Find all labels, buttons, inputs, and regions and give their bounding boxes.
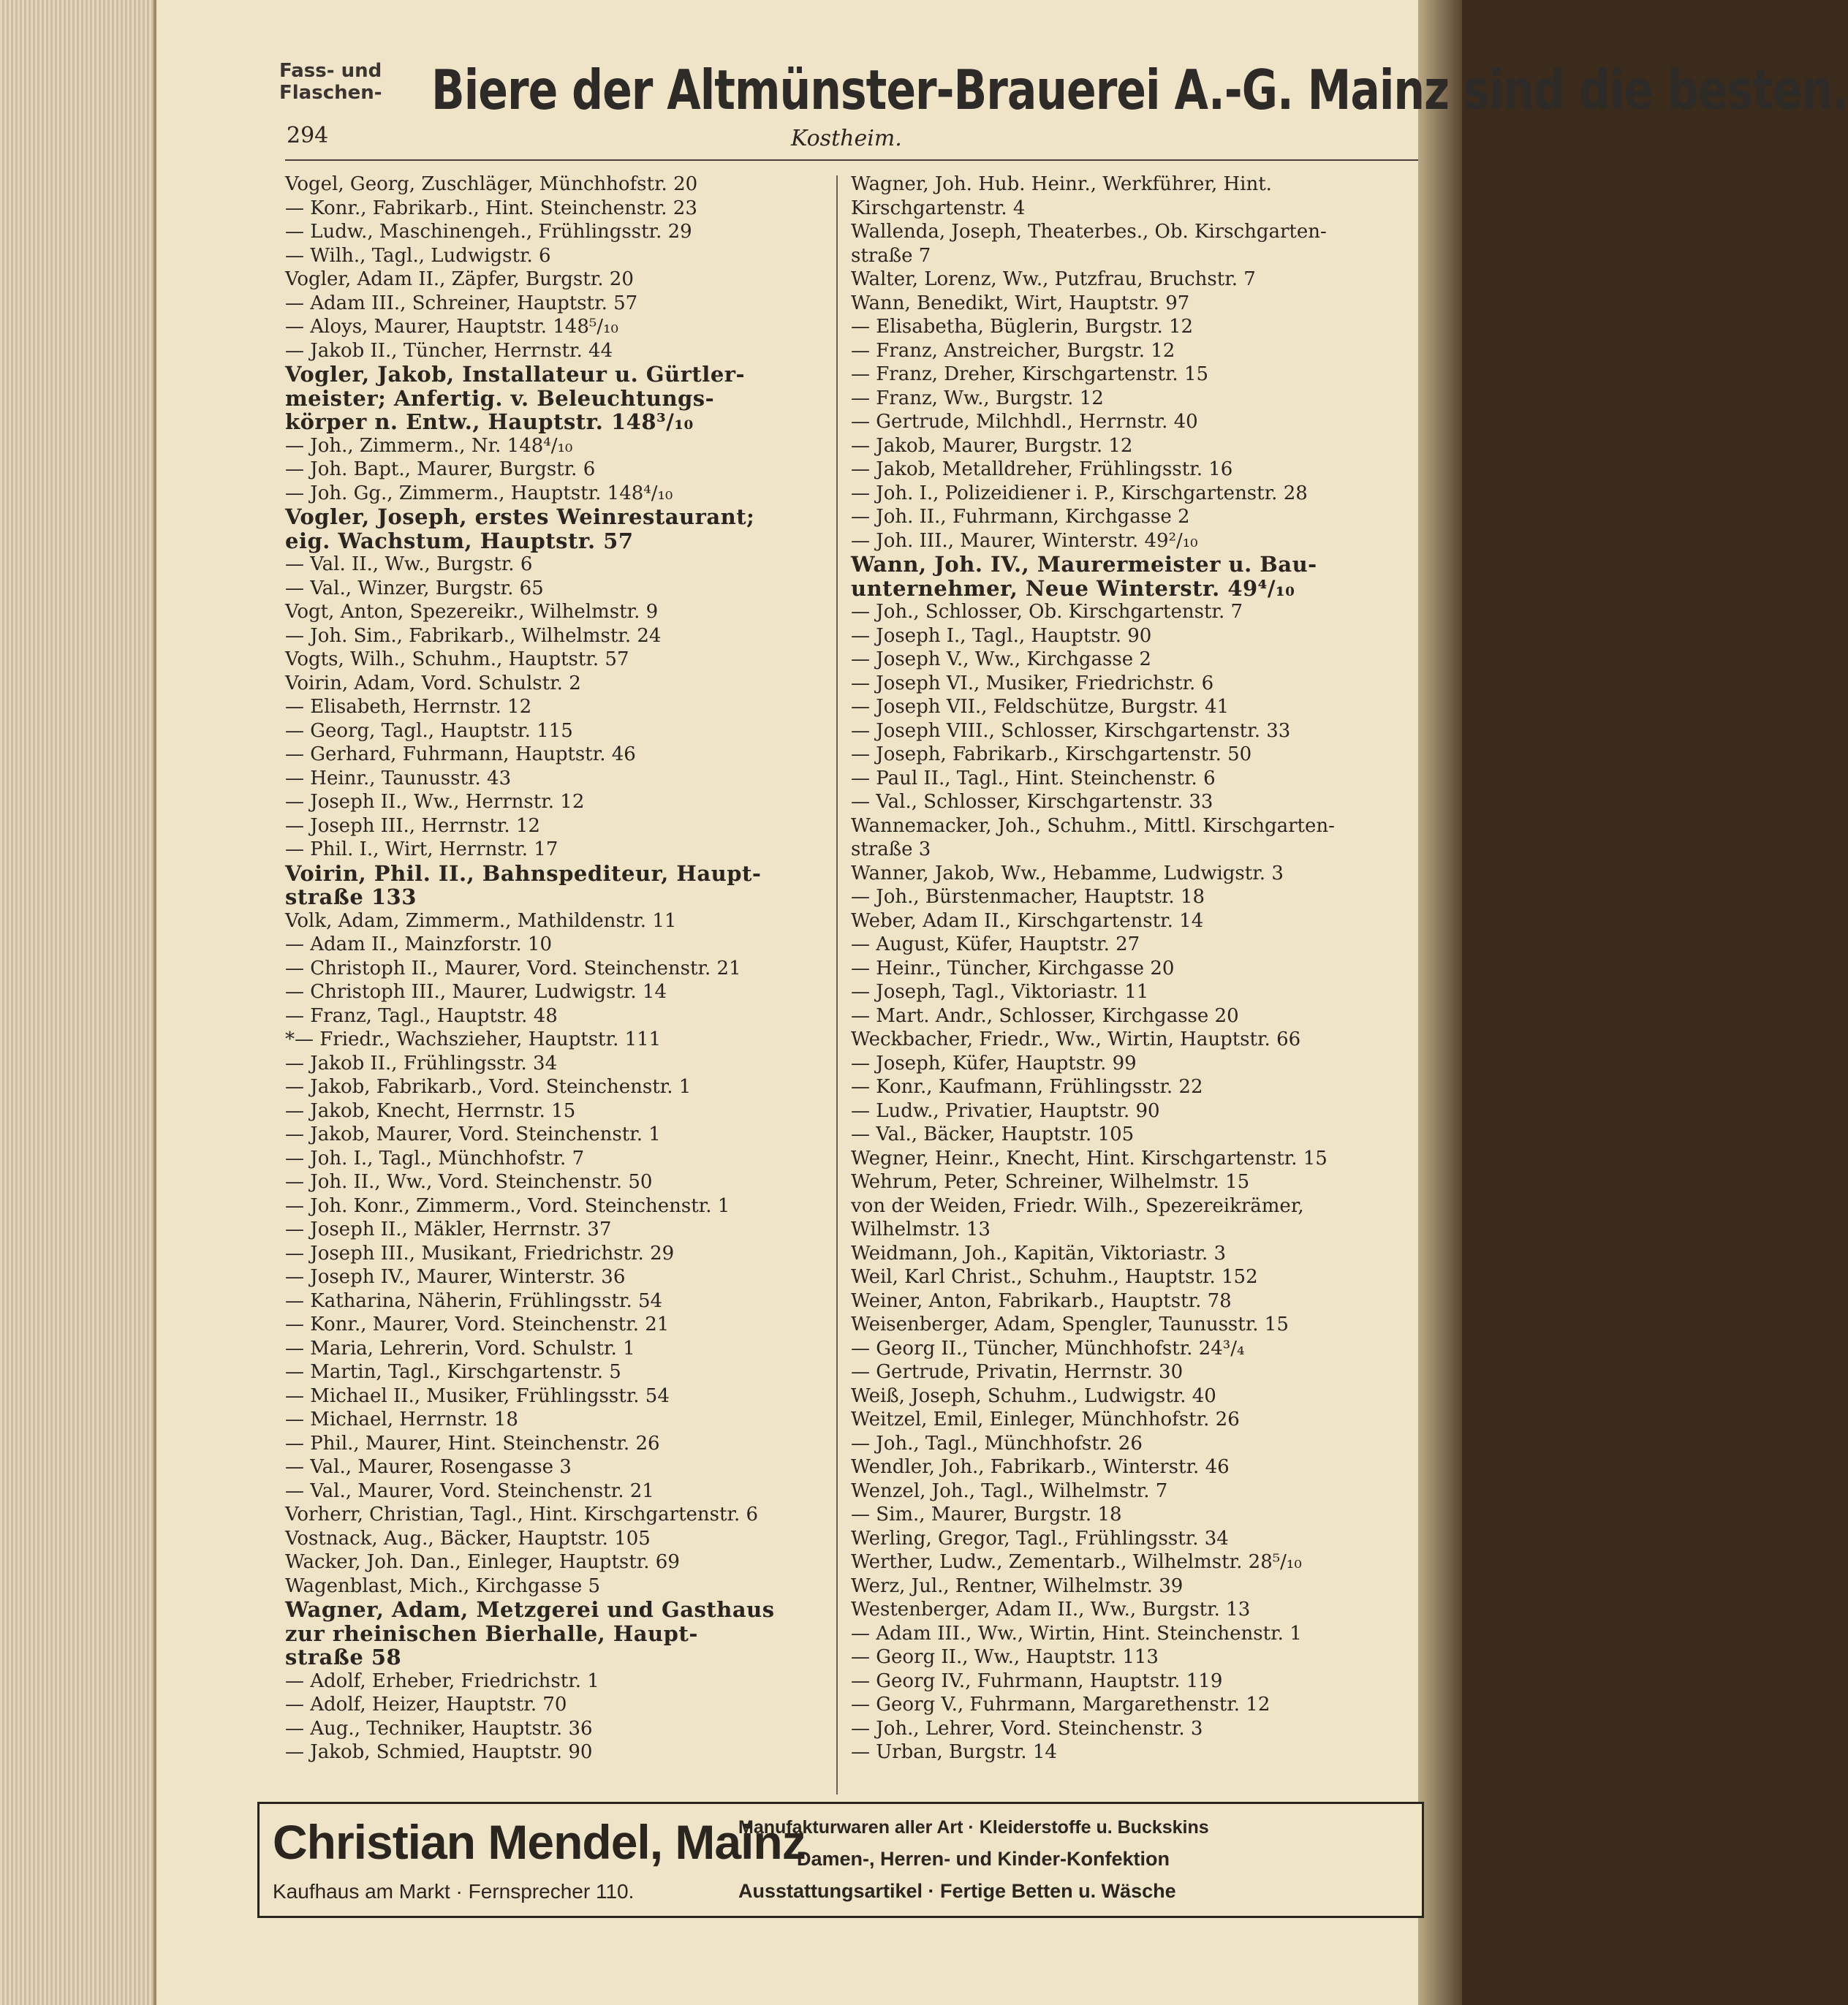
directory-entry: Wehrum, Peter, Schreiner, Wilhelmstr. 15 — [851, 1171, 1250, 1193]
directory-entry: Wallenda, Joseph, Theaterbes., Ob. Kirschgarten- — [851, 221, 1327, 243]
directory-entry: körper n. Entw., Hauptstr. 148³/₁₀ — [285, 409, 694, 434]
directory-entry: Vogt, Anton, Spezereikr., Wilhelmstr. 9 — [285, 601, 659, 623]
directory-entry: — Aloys, Maurer, Hauptstr. 148⁵/₁₀ — [285, 316, 618, 338]
directory-entry: — Konr., Kaufmann, Frühlingsstr. 22 — [851, 1076, 1203, 1098]
directory-entry: — Joseph, Fabrikarb., Kirschgartenstr. 50 — [851, 743, 1252, 765]
directory-entry: Werling, Gregor, Tagl., Frühlingsstr. 34 — [851, 1527, 1229, 1550]
directory-entry: — Franz, Tagl., Hauptstr. 48 — [285, 1004, 558, 1027]
directory-entry: — Jakob II., Frühlingsstr. 34 — [285, 1052, 558, 1074]
directory-entry: — Adam III., Schreiner, Hauptstr. 57 — [285, 292, 638, 314]
directory-entry: Volk, Adam, Zimmerm., Mathildenstr. 11 — [285, 909, 677, 932]
directory-entry: Wacker, Joh. Dan., Einleger, Hauptstr. 69 — [285, 1551, 680, 1573]
directory-entry: — Martin, Tagl., Kirschgartenstr. 5 — [285, 1361, 621, 1383]
directory-entry: Wann, Joh. IV., Maurermeister u. Bau- — [851, 552, 1317, 577]
directory-entry: — Katharina, Näherin, Frühlingsstr. 54 — [285, 1289, 663, 1312]
directory-entry: — Georg II., Tüncher, Münchhofstr. 24³/₄ — [851, 1337, 1245, 1360]
directory-entry: Vogler, Adam II., Zäpfer, Burgstr. 20 — [285, 268, 634, 290]
directory-entry: — Phil., Maurer, Hint. Steinchenstr. 26 — [285, 1432, 660, 1455]
directory-entry: — Jakob, Maurer, Burgstr. 12 — [851, 434, 1133, 457]
directory-entry: Wenzel, Joh., Tagl., Wilhelmstr. 7 — [851, 1479, 1168, 1502]
directory-entry: straße 3 — [851, 838, 931, 860]
directory-entry: — Joh. II., Fuhrmann, Kirchgasse 2 — [851, 506, 1190, 528]
directory-entry: Wagner, Joh. Hub. Heinr., Werkführer, Hint. — [851, 173, 1272, 195]
directory-entry: — Georg V., Fuhrmann, Margarethenstr. 12 — [851, 1694, 1270, 1716]
ad-line2: Damen-, Herren- und Kinder-Konfektion — [797, 1848, 1170, 1870]
header-rule — [285, 159, 1418, 161]
directory-entry: Wagner, Adam, Metzgerei und Gasthaus — [285, 1597, 775, 1622]
directory-entry: — Val., Bäcker, Hauptstr. 105 — [851, 1123, 1135, 1145]
directory-entry: — Ludw., Privatier, Hauptstr. 90 — [851, 1099, 1160, 1122]
directory-entry: — Heinr., Tüncher, Kirchgasse 20 — [851, 957, 1175, 979]
right-column — [851, 173, 1421, 1765]
header-small-line2: Flaschen- — [279, 82, 382, 104]
header-small-line1: Fass- und — [279, 60, 382, 82]
directory-entry: — Gerhard, Fuhrmann, Hauptstr. 46 — [285, 743, 636, 765]
directory-entry: Wanner, Jakob, Ww., Hebamme, Ludwigstr. 3 — [851, 862, 1284, 884]
directory-page — [156, 0, 1848, 2005]
directory-entry: Weidmann, Joh., Kapitän, Viktoriastr. 3 — [851, 1242, 1227, 1265]
directory-entry: — Joh. III., Maurer, Winterstr. 49²/₁₀ — [851, 529, 1198, 552]
directory-entry: — Adolf, Heizer, Hauptstr. 70 — [285, 1694, 567, 1716]
ad-line1: Manufakturwaren aller Art · Kleiderstoffe u. Buckskins — [738, 1817, 1209, 1838]
directory-entry: Weisenberger, Adam, Spengler, Taunusstr. 15 — [851, 1314, 1289, 1335]
directory-entry: — Jakob, Fabrikarb., Vord. Steinchenstr. 1 — [285, 1076, 692, 1098]
directory-entry: — Adam III., Ww., Wirtin, Hint. Steinchenstr. 1 — [851, 1622, 1302, 1645]
directory-entry: — Christoph II., Maurer, Vord. Steinchenstr. 21 — [285, 957, 741, 979]
directory-entry: — Phil. I., Wirt, Herrnstr. 17 — [285, 838, 558, 860]
directory-entry: — Joseph, Küfer, Hauptstr. 99 — [851, 1052, 1137, 1074]
book-left-page-edges — [0, 0, 156, 2005]
directory-entry: — Jakob, Knecht, Herrnstr. 15 — [285, 1099, 576, 1122]
directory-entry: Vogts, Wilh., Schuhm., Hauptstr. 57 — [285, 648, 629, 670]
place-heading: Kostheim. — [791, 126, 902, 151]
header-small-text — [279, 60, 382, 104]
book-right-binding — [1418, 0, 1462, 2005]
directory-entry: — Joseph VI., Musiker, Friedrichstr. 6 — [851, 672, 1214, 694]
directory-entry: Werz, Jul., Rentner, Wilhelmstr. 39 — [851, 1574, 1184, 1597]
directory-entry: — Joh. II., Ww., Vord. Steinchenstr. 50 — [285, 1171, 653, 1193]
directory-entry: — Val., Schlosser, Kirschgartenstr. 33 — [851, 791, 1213, 813]
directory-entry: — Joh., Lehrer, Vord. Steinchenstr. 3 — [851, 1717, 1203, 1740]
directory-entry: straße 7 — [851, 244, 931, 267]
directory-entry: — Adolf, Erheber, Friedrichstr. 1 — [285, 1669, 599, 1692]
directory-entry: — Val., Maurer, Vord. Steinchenstr. 21 — [285, 1479, 654, 1502]
directory-entry: — Jakob, Schmied, Hauptstr. 90 — [285, 1741, 593, 1763]
directory-entry: Voirin, Adam, Vord. Schulstr. 2 — [285, 672, 581, 694]
directory-entry: zur rheinischen Bierhalle, Haupt- — [285, 1621, 698, 1646]
directory-entry: — Aug., Techniker, Hauptstr. 36 — [285, 1717, 593, 1740]
directory-entry: — Urban, Burgstr. 14 — [851, 1741, 1057, 1763]
directory-entry: — Gertrude, Milchhdl., Herrnstr. 40 — [851, 411, 1198, 433]
directory-entry: Weber, Adam II., Kirschgartenstr. 14 — [851, 909, 1204, 932]
directory-entry: eig. Wachstum, Hauptstr. 57 — [285, 528, 634, 553]
directory-entry: — Joh. I., Polizeidiener i. P., Kirschgartenstr. 28 — [851, 482, 1308, 504]
directory-entry: Vorherr, Christian, Tagl., Hint. Kirschgartenstr. 6 — [285, 1504, 759, 1525]
directory-entry: Westenberger, Adam II., Ww., Burgstr. 13 — [851, 1599, 1251, 1621]
directory-entry: — Joh. Konr., Zimmerm., Vord. Steinchenstr. 1 — [285, 1194, 730, 1217]
directory-entry: — Joh., Tagl., Münchhofstr. 26 — [851, 1432, 1143, 1455]
directory-entry: — Joh. I., Tagl., Münchhofstr. 7 — [285, 1147, 585, 1170]
directory-entry: straße 133 — [285, 884, 417, 909]
directory-entry: Walter, Lorenz, Ww., Putzfrau, Bruchstr. 7 — [851, 268, 1256, 290]
directory-entry: — Gertrude, Privatin, Herrnstr. 30 — [851, 1361, 1184, 1383]
directory-entry: — Joh., Zimmerm., Nr. 148⁴/₁₀ — [285, 434, 573, 457]
directory-entry: Vogel, Georg, Zuschläger, Münchhofstr. 20 — [285, 173, 698, 195]
directory-entry: Weil, Karl Christ., Schuhm., Hauptstr. 152 — [851, 1266, 1258, 1288]
directory-entry: — Franz, Ww., Burgstr. 12 — [851, 387, 1104, 409]
directory-entry: unternehmer, Neue Winterstr. 49⁴/₁₀ — [851, 575, 1295, 601]
directory-entry: — Georg II., Ww., Hauptstr. 113 — [851, 1646, 1159, 1668]
directory-entry: — Joh. Sim., Fabrikarb., Wilhelmstr. 24 — [285, 624, 662, 647]
directory-entry: — Sim., Maurer, Burgstr. 18 — [851, 1504, 1122, 1525]
directory-entry: Wendler, Joh., Fabrikarb., Winterstr. 46 — [851, 1456, 1230, 1478]
directory-entry: — Jakob, Metalldreher, Frühlingsstr. 16 — [851, 458, 1233, 480]
directory-entry: — Franz, Dreher, Kirschgartenstr. 15 — [851, 363, 1209, 385]
directory-entry: von der Weiden, Friedr. Wilh., Spezereikrämer, — [851, 1194, 1304, 1217]
directory-entry: — Mart. Andr., Schlosser, Kirchgasse 20 — [851, 1004, 1239, 1027]
directory-entry: — Franz, Anstreicher, Burgstr. 12 — [851, 339, 1175, 362]
directory-entry: — Joseph VII., Feldschütze, Burgstr. 41 — [851, 696, 1230, 718]
directory-entry: — Jakob II., Tüncher, Herrnstr. 44 — [285, 339, 613, 362]
directory-entry: — Michael II., Musiker, Frühlingsstr. 54 — [285, 1384, 670, 1407]
directory-entry: — Val. II., Ww., Burgstr. 6 — [285, 553, 533, 575]
directory-entry: — Joseph VIII., Schlosser, Kirschgartenstr. 33 — [851, 719, 1291, 742]
directory-entry: — Konr., Fabrikarb., Hint. Steinchenstr. 23 — [285, 197, 697, 219]
directory-entry: — Joseph II., Mäkler, Herrnstr. 37 — [285, 1218, 612, 1240]
directory-entry: — Joseph I., Tagl., Hauptstr. 90 — [851, 624, 1152, 647]
directory-entry: — Paul II., Tagl., Hint. Steinchenstr. 6 — [851, 767, 1216, 789]
directory-entry: — Joh. Gg., Zimmerm., Hauptstr. 148⁴/₁₀ — [285, 482, 673, 504]
directory-entry: — Elisabeth, Herrnstr. 12 — [285, 696, 532, 718]
directory-entry: — Wilh., Tagl., Ludwigstr. 6 — [285, 244, 551, 267]
directory-entry: — Joseph V., Ww., Kirchgasse 2 — [851, 648, 1151, 670]
directory-entry: Weckbacher, Friedr., Ww., Wirtin, Hauptstr. 66 — [851, 1028, 1301, 1050]
directory-entry: meister; Anfertig. v. Beleuchtungs- — [285, 385, 715, 411]
directory-entry: Vogler, Jakob, Installateur u. Gürtler- — [285, 362, 746, 387]
directory-entry: — Adam II., Mainzforstr. 10 — [285, 933, 553, 955]
directory-entry: — Joh. Bapt., Maurer, Burgstr. 6 — [285, 458, 596, 480]
left-column — [285, 173, 826, 1765]
page-number: 294 — [287, 123, 329, 148]
directory-entry: — Heinr., Taunusstr. 43 — [285, 767, 512, 789]
directory-entry: — Ludw., Maschinengeh., Frühlingsstr. 29 — [285, 221, 692, 243]
directory-entry: Wann, Benedikt, Wirt, Hauptstr. 97 — [851, 292, 1190, 314]
directory-entry: Weitzel, Emil, Einleger, Münchhofstr. 26 — [851, 1409, 1240, 1430]
ad-address: Kaufhaus am Markt · Fernsprecher 110. — [273, 1880, 635, 1903]
directory-entry: — Maria, Lehrerin, Vord. Schulstr. 1 — [285, 1337, 635, 1360]
directory-entry: — Jakob, Maurer, Vord. Steinchenstr. 1 — [285, 1123, 661, 1145]
directory-entry: — Joseph III., Musikant, Friedrichstr. 29 — [285, 1242, 675, 1265]
advertisement — [257, 1802, 1424, 1918]
directory-entry: — Joseph II., Ww., Herrnstr. 12 — [285, 791, 585, 813]
directory-entry: — Konr., Maurer, Vord. Steinchenstr. 21 — [285, 1314, 670, 1335]
directory-entry: — Georg, Tagl., Hauptstr. 115 — [285, 719, 573, 742]
directory-entry: Vostnack, Aug., Bäcker, Hauptstr. 105 — [285, 1527, 651, 1550]
directory-entry: Weiner, Anton, Fabrikarb., Hauptstr. 78 — [851, 1289, 1232, 1312]
directory-entry: — Joseph III., Herrnstr. 12 — [285, 814, 540, 837]
directory-entry: — August, Küfer, Hauptstr. 27 — [851, 933, 1140, 955]
ad-line3: Ausstattungsartikel · Fertige Betten u. Wäsche — [738, 1880, 1176, 1902]
directory-entry: Voirin, Phil. II., Bahnspediteur, Haupt- — [285, 860, 762, 886]
directory-entry: — Michael, Herrnstr. 18 — [285, 1409, 518, 1430]
directory-entry: — Val., Winzer, Burgstr. 65 — [285, 577, 544, 599]
directory-entry: Kirschgartenstr. 4 — [851, 197, 1026, 219]
ad-company-name: Christian Mendel, Mainz — [273, 1815, 806, 1869]
directory-entry: *— Friedr., Wachszieher, Hauptstr. 111 — [285, 1028, 662, 1050]
directory-entry: Wegner, Heinr., Knecht, Hint. Kirschgartenstr. 15 — [851, 1147, 1328, 1170]
directory-entry: — Christoph III., Maurer, Ludwigstr. 14 — [285, 981, 667, 1003]
directory-entry: — Elisabetha, Büglerin, Burgstr. 12 — [851, 316, 1194, 338]
directory-entry: Wannemacker, Joh., Schuhm., Mittl. Kirschgarten- — [851, 814, 1335, 837]
directory-entry: — Joh., Schlosser, Ob. Kirschgartenstr. 7 — [851, 601, 1243, 623]
directory-entry: — Joseph IV., Maurer, Winterstr. 36 — [285, 1266, 626, 1288]
directory-entry: — Val., Maurer, Rosengasse 3 — [285, 1456, 572, 1478]
header-slogan: Biere der Altmünster-Brauerei A.-G. Mainz sind die besten. — [431, 58, 1848, 123]
directory-entry: Wagenblast, Mich., Kirchgasse 5 — [285, 1574, 601, 1597]
directory-entry: straße 58 — [285, 1645, 402, 1669]
column-divider — [836, 175, 838, 1794]
directory-entry: — Joseph, Tagl., Viktoriastr. 11 — [851, 981, 1149, 1003]
directory-entry: Vogler, Joseph, erstes Weinrestaurant; — [285, 504, 755, 529]
directory-entry: Wilhelmstr. 13 — [851, 1218, 991, 1240]
directory-entry: — Joh., Bürstenmacher, Hauptstr. 18 — [851, 886, 1205, 908]
directory-entry: — Georg IV., Fuhrmann, Hauptstr. 119 — [851, 1669, 1223, 1692]
directory-entry: Weiß, Joseph, Schuhm., Ludwigstr. 40 — [851, 1384, 1216, 1407]
directory-entry: Werther, Ludw., Zementarb., Wilhelmstr. 28⁵/₁₀ — [851, 1551, 1302, 1573]
